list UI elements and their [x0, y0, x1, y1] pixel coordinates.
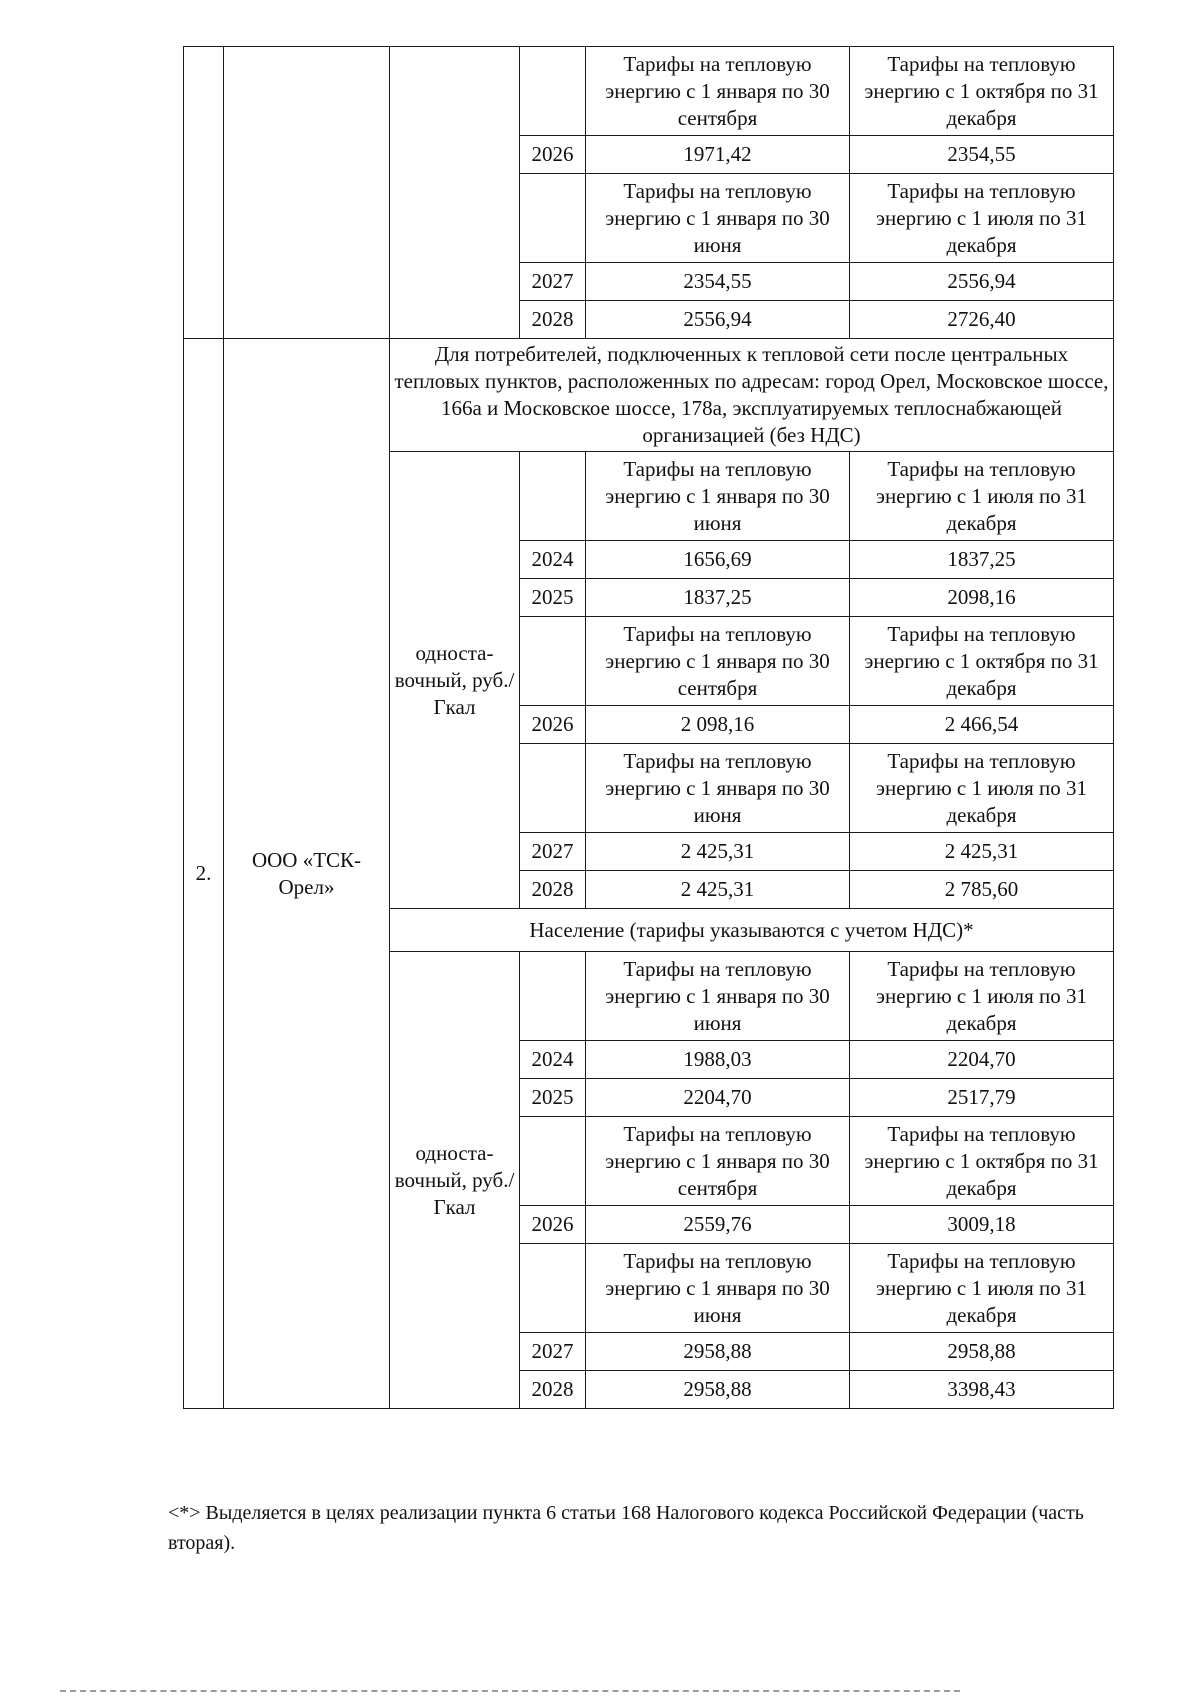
- year-header-cell: [520, 952, 586, 1041]
- num-cell-prev: [184, 47, 224, 339]
- year-cell: 2027: [520, 1333, 586, 1371]
- tariff-value: 2559,76: [586, 1206, 850, 1244]
- tariff-value: 2354,55: [850, 136, 1114, 174]
- year-cell: 2026: [520, 136, 586, 174]
- tariff-value: 2 425,31: [586, 871, 850, 909]
- organization-name: ООО «ТСК-Орел»: [224, 339, 390, 1409]
- year-header-cell: [520, 617, 586, 706]
- period-header: Тарифы на тепловую энергию с 1 июля по 31 декабря: [850, 744, 1114, 833]
- year-cell: 2026: [520, 1206, 586, 1244]
- year-header-cell: [520, 1117, 586, 1206]
- period-header: Тарифы на тепловую энергию с 1 января по 30 сентября: [586, 47, 850, 136]
- year-header-cell: [520, 744, 586, 833]
- year-header-cell: [520, 1244, 586, 1333]
- period-header: Тарифы на тепловую энергию с 1 января по 30 сентября: [586, 1117, 850, 1206]
- tariff-value: 1988,03: [586, 1041, 850, 1079]
- tariff-value: 2204,70: [586, 1079, 850, 1117]
- tariff-value: 2 425,31: [586, 833, 850, 871]
- tariff-value: 1837,25: [850, 541, 1114, 579]
- year-cell: 2025: [520, 579, 586, 617]
- row-number: 2.: [184, 339, 224, 1409]
- scan-edge-line: [60, 1690, 960, 1692]
- period-header: Тарифы на тепловую энергию с 1 января по 30 июня: [586, 174, 850, 263]
- tariff-value: 2204,70: [850, 1041, 1114, 1079]
- tariff-value: 2517,79: [850, 1079, 1114, 1117]
- period-header: Тарифы на тепловую энергию с 1 июля по 31 декабря: [850, 452, 1114, 541]
- section-title: Для потребителей, подключенных к тепловой сети после центральных тепловых пунктов, расположенных по адресам: город Орел, Московское шоссе, 166а и Московское шоссе, 178а, эксплуатируемых теплоснабжающей организацией (без НДС): [390, 339, 1114, 452]
- year-cell: 2027: [520, 833, 586, 871]
- period-header: Тарифы на тепловую энергию с 1 января по 30 июня: [586, 952, 850, 1041]
- tariff-value: 2556,94: [850, 263, 1114, 301]
- period-header: Тарифы на тепловую энергию с 1 июля по 31 декабря: [850, 1244, 1114, 1333]
- period-header: Тарифы на тепловую энергию с 1 января по 30 июня: [586, 744, 850, 833]
- period-header: Тарифы на тепловую энергию с 1 июля по 31 декабря: [850, 952, 1114, 1041]
- year-cell: 2024: [520, 541, 586, 579]
- tariff-value: 1971,42: [586, 136, 850, 174]
- tariff-value: 2 466,54: [850, 706, 1114, 744]
- tariff-table: [183, 46, 1114, 1409]
- tariff-value: 2556,94: [586, 301, 850, 339]
- tariff-value: 2 098,16: [586, 706, 850, 744]
- year-cell: 2028: [520, 871, 586, 909]
- period-header: Тарифы на тепловую энергию с 1 октября по 31 декабря: [850, 617, 1114, 706]
- org-cell-prev: [224, 47, 390, 339]
- year-cell: 2027: [520, 263, 586, 301]
- tariff-value: 1656,69: [586, 541, 850, 579]
- section-title: Население (тарифы указываются с учетом НДС)*: [390, 909, 1114, 952]
- period-header: Тарифы на тепловую энергию с 1 июля по 31 декабря: [850, 174, 1114, 263]
- tariff-value: 3398,43: [850, 1371, 1114, 1409]
- period-header: Тарифы на тепловую энергию с 1 января по 30 июня: [586, 1244, 850, 1333]
- year-cell: 2028: [520, 301, 586, 339]
- tariff-value: 2 785,60: [850, 871, 1114, 909]
- year-cell: 2026: [520, 706, 586, 744]
- tariff-value: 2958,88: [586, 1333, 850, 1371]
- footnote: <*> Выделяется в целях реализации пункта 6 статьи 168 Налогового кодекса Российской Федерации (часть вторая).: [168, 1502, 1084, 1554]
- tariff-value: 2098,16: [850, 579, 1114, 617]
- period-header: Тарифы на тепловую энергию с 1 октября по 31 декабря: [850, 47, 1114, 136]
- period-header: Тарифы на тепловую энергию с 1 октября по 31 декабря: [850, 1117, 1114, 1206]
- tariff-value: 2958,88: [586, 1371, 850, 1409]
- year-header-cell: [520, 452, 586, 541]
- tariff-type: односта-вочный, руб./Гкал: [390, 452, 520, 909]
- year-header-cell: [520, 174, 586, 263]
- tariff-value: 3009,18: [850, 1206, 1114, 1244]
- year-cell: 2028: [520, 1371, 586, 1409]
- type-cell-prev: [390, 47, 520, 339]
- period-header: Тарифы на тепловую энергию с 1 января по 30 сентября: [586, 617, 850, 706]
- year-cell: 2025: [520, 1079, 586, 1117]
- year-header-cell: [520, 47, 586, 136]
- year-cell: 2024: [520, 1041, 586, 1079]
- tariff-value: 2958,88: [850, 1333, 1114, 1371]
- tariff-value: 2354,55: [586, 263, 850, 301]
- tariff-value: 2 425,31: [850, 833, 1114, 871]
- tariff-type: односта-вочный, руб./Гкал: [390, 952, 520, 1409]
- tariff-value: 2726,40: [850, 301, 1114, 339]
- tariff-value: 1837,25: [586, 579, 850, 617]
- period-header: Тарифы на тепловую энергию с 1 января по 30 июня: [586, 452, 850, 541]
